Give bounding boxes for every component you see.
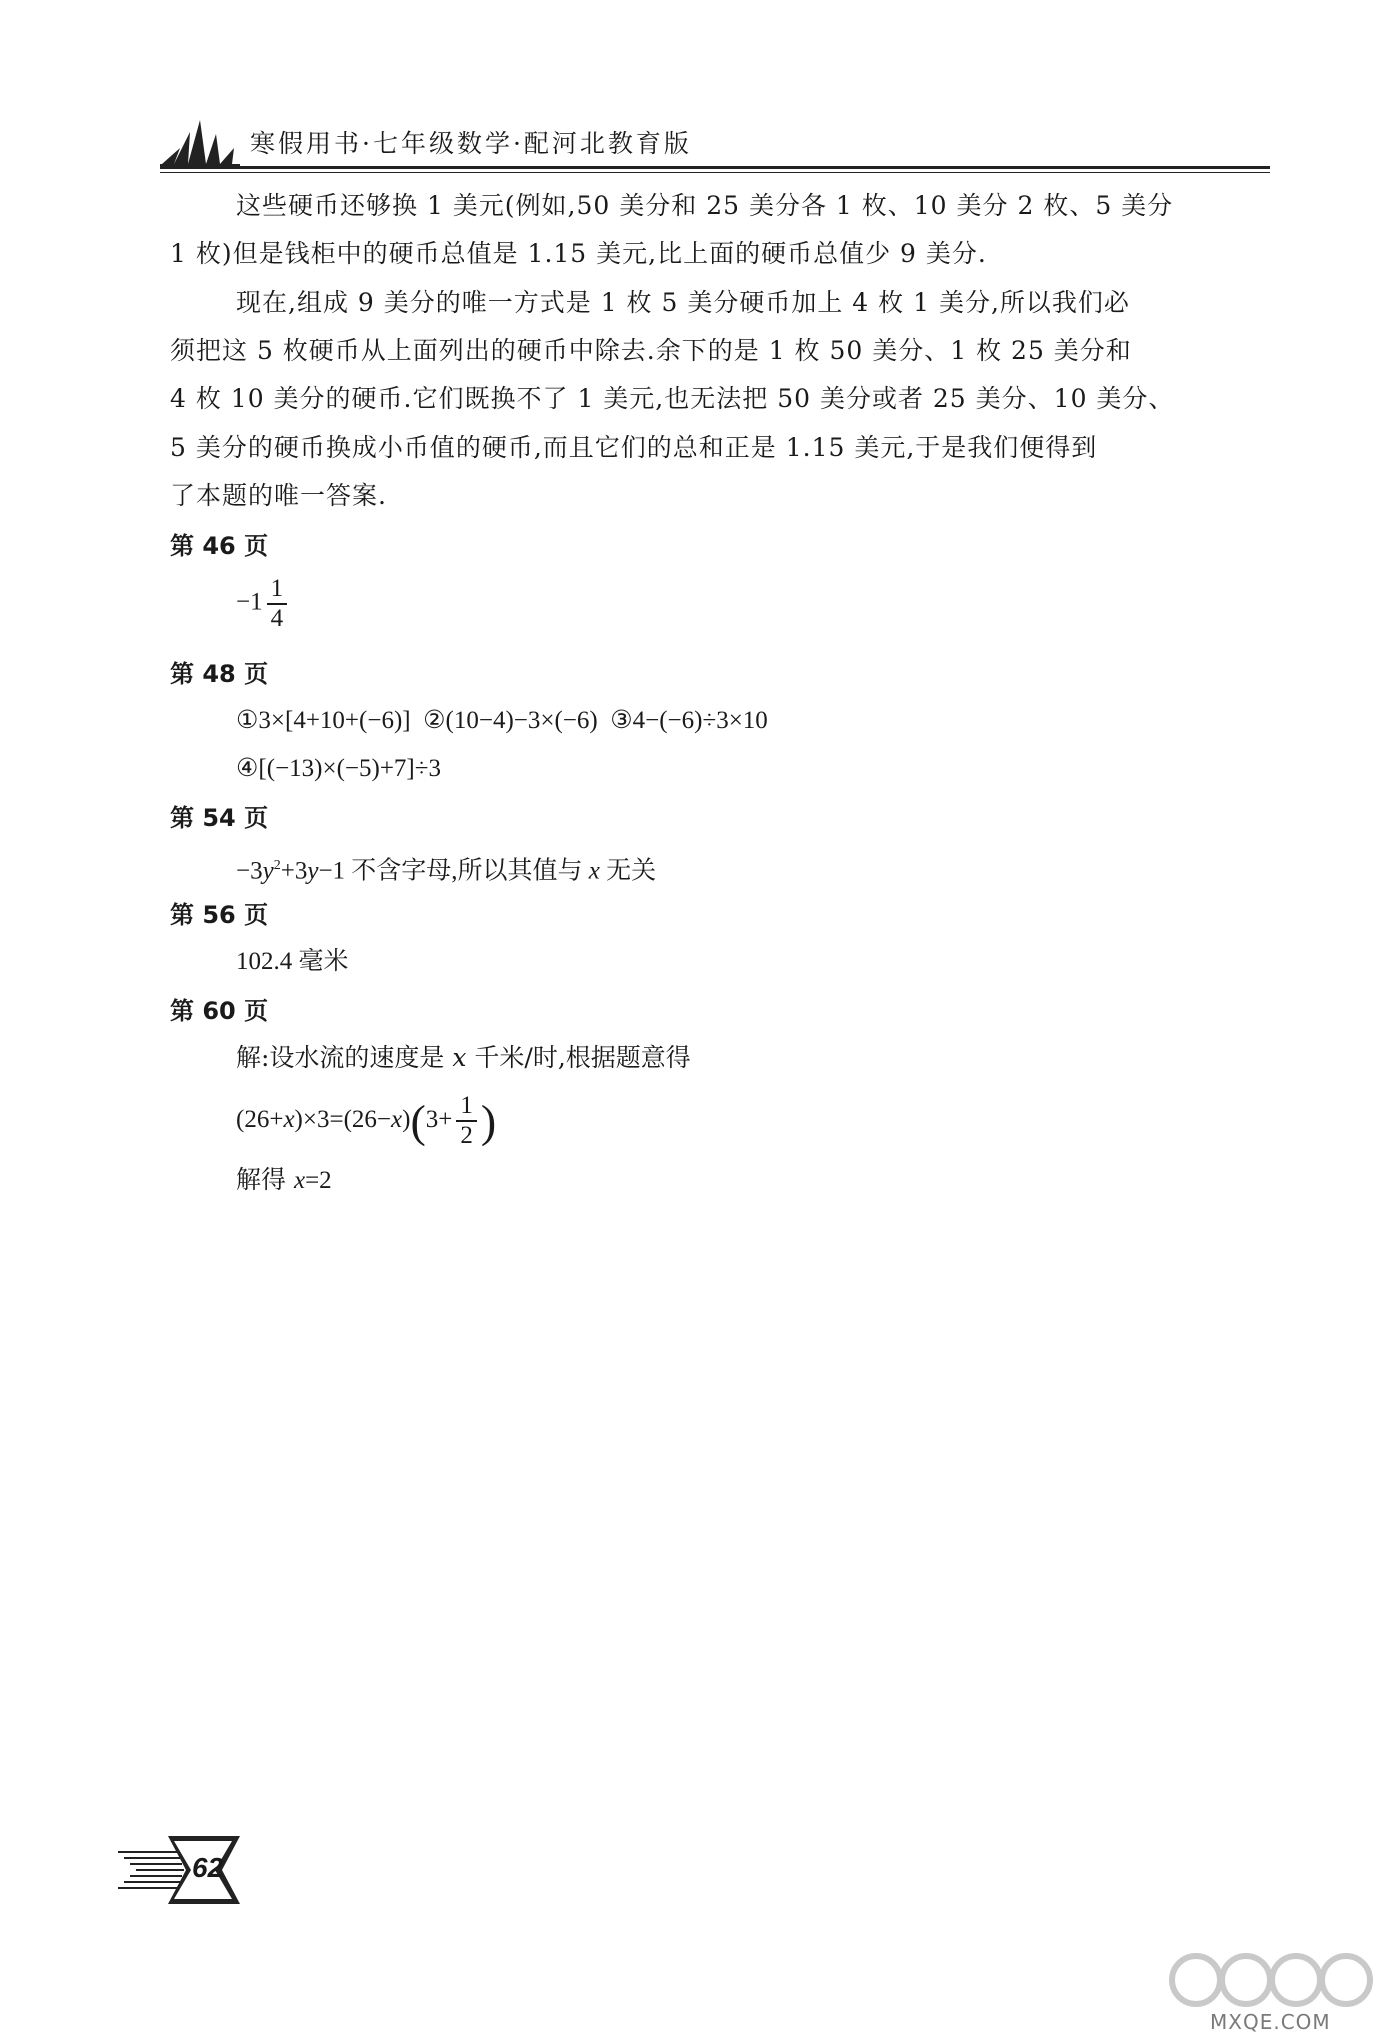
answer-54-exponent: 2 xyxy=(273,858,281,873)
answer-60-line-1 xyxy=(236,1040,691,1076)
solution-value: =2 xyxy=(305,1167,332,1194)
solution-var-x: x xyxy=(293,1167,306,1194)
section-heading-60: 第 60 页 xyxy=(170,997,269,1025)
answer-46 xyxy=(236,575,291,633)
header-rule-thin xyxy=(160,172,1270,173)
section-heading-46: 第 46 页 xyxy=(170,532,269,560)
section-heading-54: 第 54 页 xyxy=(170,804,269,832)
fraction-46-denominator: 4 xyxy=(270,605,284,632)
lotus-logo-icon xyxy=(160,118,240,170)
eq-big-paren-close: ) xyxy=(480,1095,497,1147)
eq-mid: )×3=(26− xyxy=(294,1106,391,1133)
answer-54-var-y-2: y xyxy=(307,857,319,885)
paragraph-2-line-4: 5 美分的硬币换成小币值的硬币,而且它们的总和正是 1.15 美元,于是我们便得到 xyxy=(170,433,1098,462)
eq-big-paren-open: ( xyxy=(410,1095,426,1147)
answer-46-whole: −1 xyxy=(236,588,263,616)
fraction-46-numerator: 1 xyxy=(267,575,288,605)
section-heading-56: 第 56 页 xyxy=(170,901,269,929)
page-number: 62 xyxy=(192,1852,224,1883)
watermark-text: MXQE.COM xyxy=(1210,2010,1331,2034)
answer-60-intro: 解:设水流的速度是 xyxy=(236,1043,453,1072)
answer-56: 102.4 毫米 xyxy=(236,948,349,975)
answer-54-text: −1 不含字母,所以其值与 xyxy=(318,857,589,885)
solution-label: 解得 xyxy=(236,1165,294,1194)
eq-inner: 3+ xyxy=(425,1106,453,1133)
eq-fraction xyxy=(456,1092,477,1150)
answer-60-var-x: x xyxy=(452,1043,467,1072)
fraction-46 xyxy=(267,575,288,633)
answer-60-intro-tail: 千米/时,根据题意得 xyxy=(466,1043,691,1072)
header-rule xyxy=(160,166,1270,169)
answer-60-solution xyxy=(236,1162,332,1199)
answer-60-equation xyxy=(236,1090,496,1151)
section-heading-48: 第 48 页 xyxy=(170,660,269,688)
answer-48-line-1: ①3×[4+10+(−6)] ②(10−4)−3×(−6) ③4−(−6)÷3×10 xyxy=(236,707,768,734)
eq-var-x-1: x xyxy=(283,1106,295,1133)
answer-54 xyxy=(236,848,656,889)
header-title: 寒假用书·七年级数学·配河北教育版 xyxy=(250,129,692,158)
answer-54-coef: −3 xyxy=(236,857,263,885)
paragraph-2-line-2: 须把这 5 枚硬币从上面列出的硬币中除去.余下的是 1 枚 50 美分、1 枚 25 美分和 xyxy=(170,336,1132,365)
eq-left: (26+ xyxy=(236,1106,284,1133)
paragraph-1-line-1: 这些硬币还够换 1 美元(例如,50 美分和 25 美分各 1 枚、10 美分 2 枚、5 美分 xyxy=(236,191,1174,220)
answer-54-term: +3 xyxy=(280,857,308,885)
page-number-arrow-icon xyxy=(118,1830,248,1910)
paragraph-1-line-2: 1 枚)但是钱柜中的硬币总值是 1.15 美元,比上面的硬币总值少 9 美分. xyxy=(170,239,987,268)
eq-fraction-numerator: 1 xyxy=(456,1092,477,1122)
answer-54-var-x: x xyxy=(588,857,600,885)
answer-54-var-y: y xyxy=(262,857,274,885)
paragraph-2-line-1: 现在,组成 9 美分的唯一方式是 1 枚 5 美分硬币加上 4 枚 1 美分,所以我们必 xyxy=(236,288,1130,317)
paragraph-2-line-3: 4 枚 10 美分的硬币.它们既换不了 1 美元,也无法把 50 美分或者 25 美分、10 美分、 xyxy=(170,384,1175,413)
paragraph-2-line-5: 了本题的唯一答案. xyxy=(170,481,387,510)
eq-var-x-2: x xyxy=(391,1106,403,1133)
answer-48-line-2: ④[(−13)×(−5)+7]÷3 xyxy=(236,755,441,782)
answer-54-tail: 无关 xyxy=(599,857,657,885)
eq-close: ) xyxy=(402,1106,411,1133)
eq-fraction-denominator: 2 xyxy=(460,1122,473,1150)
